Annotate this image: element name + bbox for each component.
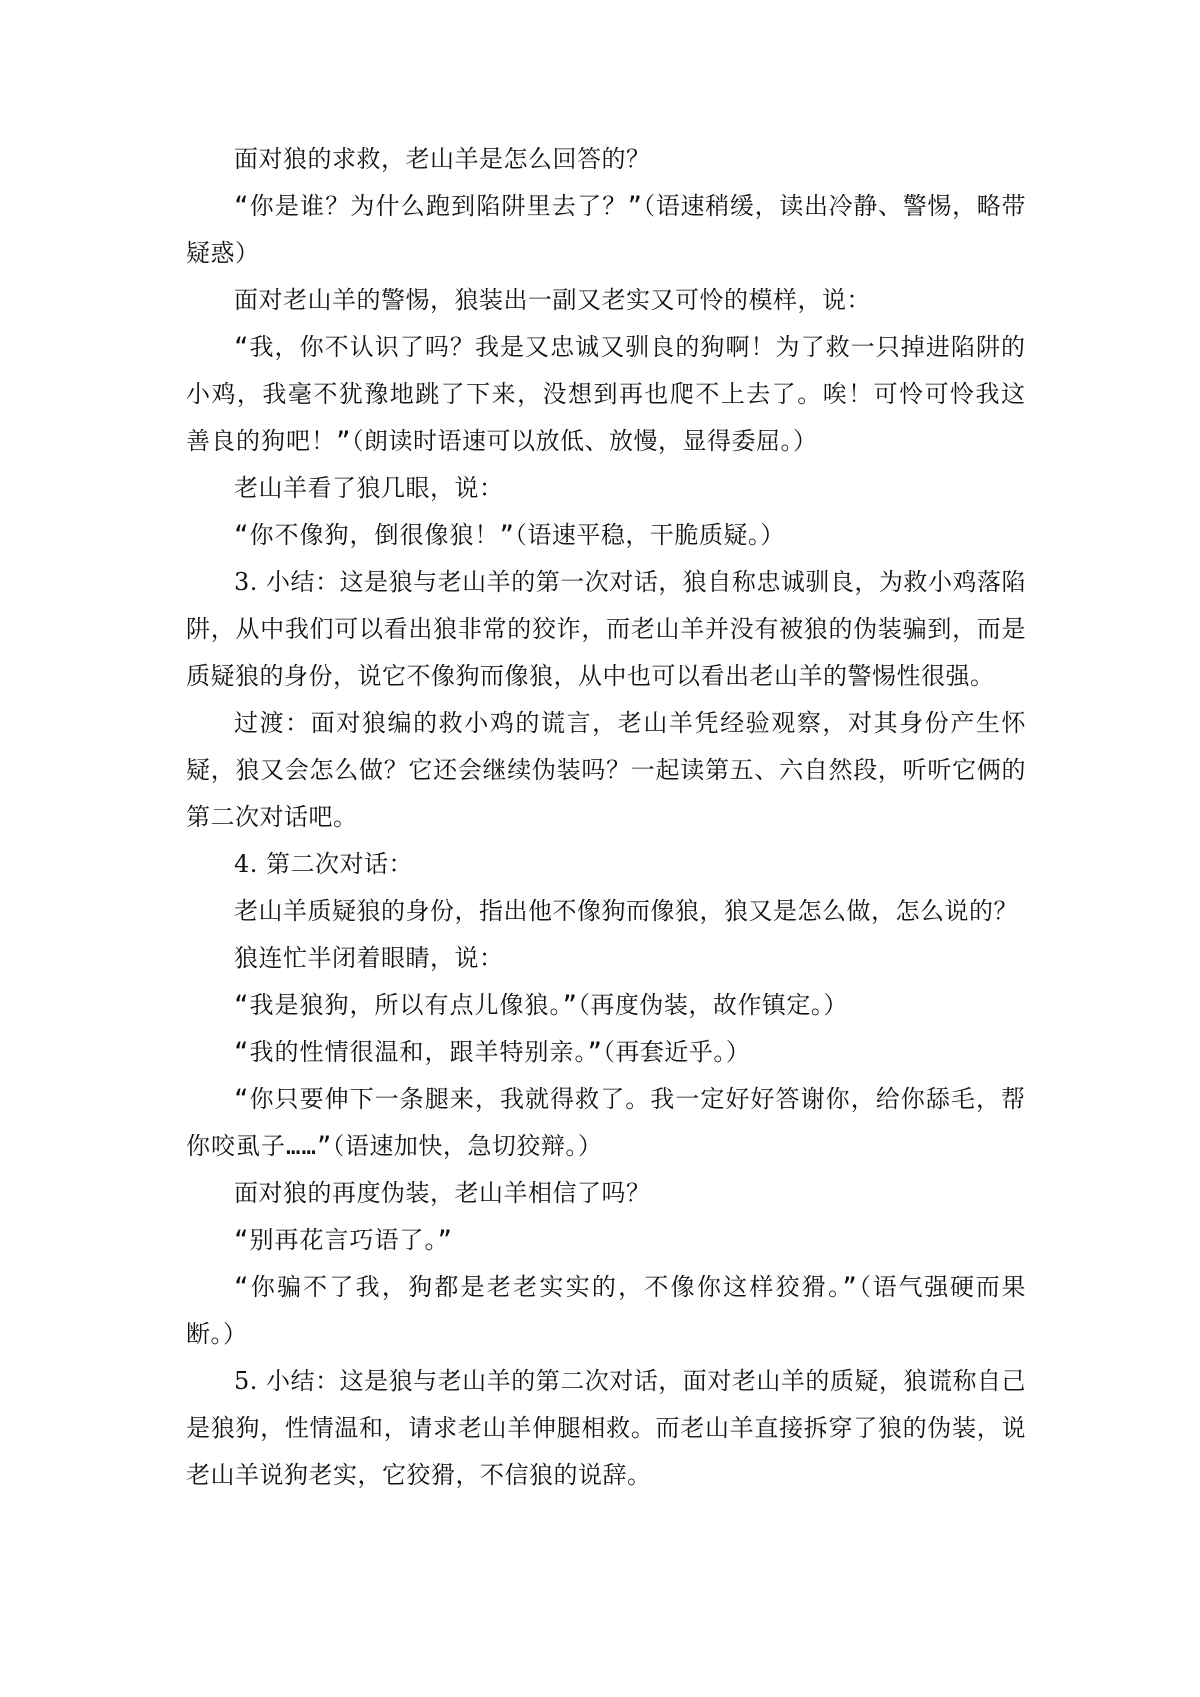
paragraph-goat-expose [186,1264,1026,1358]
paragraph-goat-doubt [186,512,1026,559]
paragraph-question-reply [186,136,1026,183]
paragraph-question-belief [186,1170,1026,1217]
quote-text: “你是谁？为什么跑到陷阱里去了？” [234,192,643,220]
quote-text: “你只要伸下一条腿来，我就得救了。我一定好好答谢你，给你舔毛，帮你咬虱子……” [186,1085,1026,1160]
paragraph-wolf-dog-claim [186,982,1026,1029]
quote-text: “我的性情很温和，跟羊特别亲。” [234,1038,603,1066]
reading-note: （朗读时语速可以放低、放慢，显得委屈。） [351,427,818,455]
paragraph-text: 5. 小结：这是狼与老山羊的第二次对话，面对老山羊的质疑，狼谎称自己是狼狗，性情温和，请求老山羊伸腿相救。而老山羊直接拆穿了狼的伪装，说老山羊说狗老实，它狡猾，不信狼的说辞。 [186,1367,1026,1489]
paragraph-wolf-pretends [186,277,1026,324]
paragraph-summary-2 [186,1358,1026,1499]
reading-note: （语气强硬而果断。） [186,1273,1026,1348]
paragraph-text: 面对狼的求救，老山羊是怎么回答的？ [234,145,651,173]
paragraph-text: 面对狼的再度伪装，老山羊相信了吗？ [234,1179,651,1207]
paragraph-wolf-plea [186,1076,1026,1170]
quote-text: “我是狼狗，所以有点儿像狼。” [234,991,578,1019]
reading-note: （语速加快，急切狡辩。） [332,1132,603,1160]
paragraph-goat-refuse [186,1217,1026,1264]
quote-text: “别再花言巧语了。” [234,1226,453,1254]
paragraph-text: 狼连忙半闭着眼睛，说： [234,944,504,972]
paragraph-goat-first-reply [186,183,1026,277]
paragraph-wolf-gentle-claim [186,1029,1026,1076]
paragraph-text: 3. 小结：这是狼与老山羊的第一次对话，狼自称忠诚驯良，为救小鸡落陷阱，从中我们可以看出狼非常的狡诈，而老山羊并没有被狼的伪装骗到，而是质疑狼的身份，说它不像狗而像狼，从中也可以看出老山羊的警惕性很强。 [186,568,1026,690]
paragraph-text: 老山羊看了狼几眼，说： [234,474,504,502]
paragraph-summary-1 [186,559,1026,700]
quote-text: “你骗不了我，狗都是老老实实的，不像你这样狡猾。” [234,1273,858,1301]
reading-note: （再套近乎。） [602,1038,751,1066]
quote-text: “我，你不认识了吗？我是又忠诚又驯良的狗啊！为了救一只掉进陷阱的小鸡，我毫不犹豫地跳了下来，没想到再也爬不上去了。唉！可怜可怜我这善良的狗吧！” [186,333,1026,455]
quote-text: “你不像狗，倒很像狼！” [234,521,515,549]
paragraph-wolf-closes-eyes [186,935,1026,982]
paragraph-text: 过渡：面对狼编的救小鸡的谎言，老山羊凭经验观察，对其身份产生怀疑，狼又会怎么做？它还会继续伪装吗？一起读第五、六自然段，听听它俩的第二次对话吧。 [186,709,1026,831]
paragraph-transition [186,700,1026,841]
reading-note: （语速稍缓，读出冷静、警惕，略带疑惑） [186,192,1026,267]
reading-note: （再度伪装，故作镇定。） [577,991,848,1019]
document-body [186,136,1026,1499]
paragraph-question-wolf [186,888,1026,935]
paragraph-wolf-first-lie [186,324,1026,465]
paragraph-section-heading [186,841,1026,888]
reading-note: （语速平稳，干脆质疑。） [514,521,785,549]
paragraph-goat-looks [186,465,1026,512]
paragraph-text: 面对老山羊的警惕，狼装出一副又老实又可怜的模样，说： [234,286,871,314]
paragraph-text: 4. 第二次对话： [234,850,414,878]
paragraph-text: 老山羊质疑狼的身份，指出他不像狗而像狼，狼又是怎么做，怎么说的？ [234,897,1018,925]
